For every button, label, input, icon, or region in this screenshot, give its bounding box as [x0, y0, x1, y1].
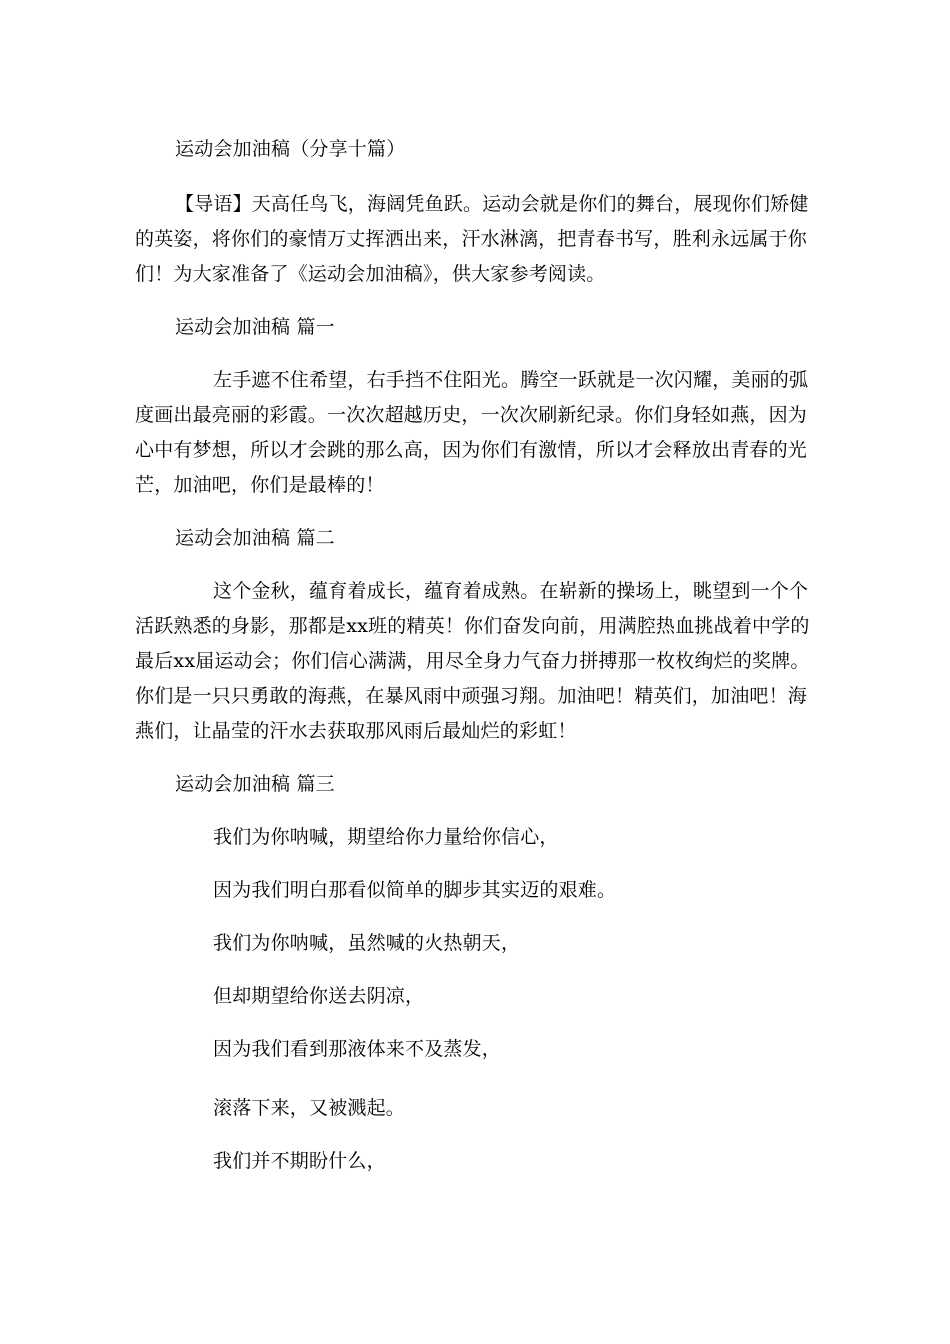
poem-line: 我们并不期盼什么， [213, 1150, 386, 1172]
paragraph-line: 活跃熟悉的身影，那都是xx班的精英！你们奋发向前，用满腔热血挑战着中学的 [135, 615, 810, 637]
paragraph-line: 最后xx届运动会；你们信心满满，用尽全身力气奋力拼搏那一枚枚绚烂的奖牌。 [135, 650, 810, 672]
poem-line: 滚落下来，又被溅起。 [213, 1097, 406, 1119]
poem-line: 我们为你呐喊，虽然喊的火热朝天， [213, 932, 521, 954]
paragraph-line: 左手遮不住希望，右手挡不住阳光。腾空一跃就是一次闪耀，美丽的弧 [213, 369, 809, 391]
intro-line: 【导语】天高任鸟飞，海阔凭鱼跃。运动会就是你们的舞台，展现你们矫健 [175, 193, 809, 215]
poem-line: 我们为你呐喊，期望给你力量给你信心， [213, 826, 559, 848]
poem-line: 但却期望给你送去阴凉， [213, 985, 425, 1007]
intro-line: 的英姿，将你们的豪情万丈挥洒出来，汗水淋漓，把青春书写，胜利永远属于你 [135, 228, 808, 250]
paragraph-line: 度画出最亮丽的彩霞。一次次超越历史，一次次刷新纪录。你们身轻如燕，因为 [135, 404, 808, 426]
section-heading: 运动会加油稿 篇一 [175, 316, 335, 338]
paragraph-line: 燕们，让晶莹的汗水去获取那风雨后最灿烂的彩虹！ [135, 720, 577, 742]
paragraph-line: 芒，加油吧，你们是最棒的！ [135, 474, 385, 496]
section-heading: 运动会加油稿 篇二 [175, 527, 335, 549]
poem-line: 因为我们明白那看似简单的脚步其实迈的艰难。 [213, 879, 617, 901]
paragraph-line: 你们是一只只勇敢的海燕，在暴风雨中顽强习翔。加油吧！精英们，加油吧！海 [135, 685, 808, 707]
intro-line: 们！为大家准备了《运动会加油稿》，供大家参考阅读。 [135, 263, 606, 285]
poem-line: 因为我们看到那液体来不及蒸发， [213, 1038, 502, 1060]
paragraph-line: 心中有梦想，所以才会跳的那么高，因为你们有激情，所以才会释放出青春的光 [135, 439, 808, 461]
section-heading: 运动会加油稿 篇三 [175, 773, 335, 795]
paragraph-line: 这个金秋，蕴育着成长，蕴育着成熟。在崭新的操场上，眺望到一个个 [213, 580, 809, 602]
document-title: 运动会加油稿（分享十篇） [175, 138, 406, 160]
